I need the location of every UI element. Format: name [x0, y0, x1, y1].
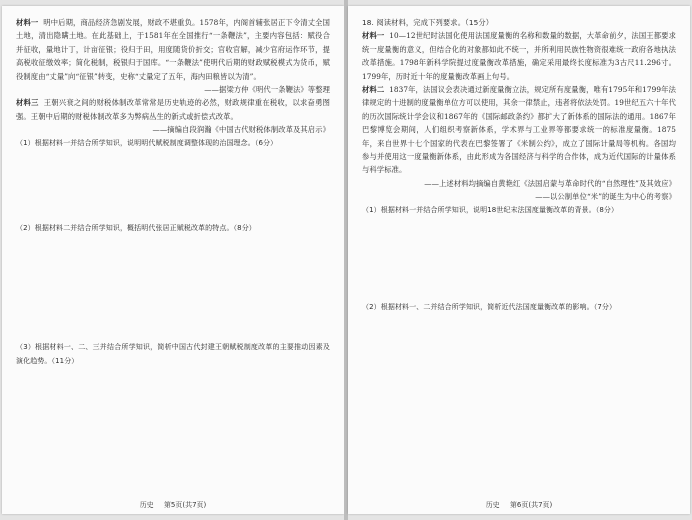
r-material-1-label: 材料一 [362, 31, 385, 41]
left-page-content [16, 16, 330, 368]
r-material-2 [362, 83, 676, 177]
r-question-1: （1）根据材料一并结合所学知识，说明18世纪末法国度量衡改革的背景。（8分） [362, 205, 619, 214]
right-footer-page: 第6页(共7页) [509, 501, 553, 509]
r-question-2: （2）根据材料一、二并结合所学知识，简析近代法国度量衡改革的影响。（7分） [362, 303, 617, 312]
answer-space-2[interactable] [16, 235, 330, 341]
r-material-source-2: ——以公制单位“米”的诞生为中心的考察》 [535, 192, 676, 202]
material-3-text: 王朝兴衰之间的财税体制改革常常是历史轨迹的必然，财政规律重在税收，以求奋勇图强。王朝中后期的财税体制改革多为弊病丛生的新式或折偿式改革。 [16, 98, 331, 121]
material-3 [16, 96, 330, 123]
r-material-1-text: 10—12世纪时法国化使用法国度量衡的名称和数量的数据，大革命前夕，法国王都要求统一度量衡的意义，但结合化的对象都如此不统一，并所利用民族性物资很难统一政府各地执法改革措施。1798年新科学院提过度量衡改革措施，确定采用最终长度标准为3古尺11.296寸。1799年，历时近十年的度量衡改革画上句号。 [362, 31, 676, 81]
material-3-source: ——摘编自段润瀚《中国古代财税体制改革及其启示》 [152, 125, 330, 135]
right-page-content [362, 16, 676, 315]
question-2: （2）根据材料二并结合所学知识，概括明代张居正赋税改革的特点。（8分） [16, 224, 256, 233]
left-page [2, 6, 344, 514]
r-material-source-1: ——上述材料均摘编自黄艳红《法国启蒙与革命时代的“自然理性”及其效应》 [424, 178, 676, 188]
r-material-2-label: 材料二 [362, 85, 385, 95]
left-footer-page: 第5页(共7页) [163, 501, 207, 509]
material-3-label: 材料三 [16, 98, 39, 108]
r-material-2-text: 1837年，法国议会表决通过新度量衡立法，规定所有度量衡，唯有1795年和1799年法律规定的十进制的度量衡单位方可以使用，其余一律禁止，违者将依法处罚。19世纪五六十年代的历次国际统计学会议和1867年的《国际邮政条约》都扩大了新体系的国际法的通用。1867年巴黎博览会期间，人们组织考察新体系，学术界与工业界等都要求统一的标准度量衡。1875年，来自世界十七个国家的代表在巴黎签署了《米制公约》，成立了国际计量局等机构。各国均参与并使用这一度量衡新体系，由此形成为各国经济与科学的合作体，成为近代国际的计量体系与科学标准。 [362, 85, 676, 175]
material-1-label: 材料一 [16, 18, 39, 27]
r-material-1 [362, 29, 676, 83]
material-1 [16, 16, 330, 83]
question-3: （3）根据材料一、二、三并结合所学知识，简析中国古代封建王朝赋税制度改革的主要推动因素及演化趋势。（11分） [16, 343, 330, 365]
material-1-text: 明中后期，商品经济急剧发展，财政不堪重负。1578年，内阁首辅张居正下令清丈全国土地，清出隐瞒土地。在此基础上，于1581年在全国推行“一条鞭法”，主要内容包括：赋役合并征收，量地计丁，计亩征银；役归于田，用度随货价折交；官收官解，减少官府运作环节，提高税收征缴效率；简化税制，税银归于国库。“一条鞭法”使明代后期的财政赋税模式为货币，赋役制度由“丈量”向“征银”转变，史称“丈量定了五年，海内田粮皆以为清”。 [16, 18, 330, 81]
question-18-header: 18. 阅读材料，完成下列要求。（15分） [362, 18, 494, 27]
left-footer-subject: 历史 [139, 501, 154, 509]
question-1: （1）根据材料一并结合所学知识，说明明代赋税制度调整体现的治国理念。（6分） [16, 138, 278, 147]
left-page-footer [2, 500, 344, 510]
r-answer-space-1[interactable] [362, 217, 676, 301]
material-1-source: ——据梁方仲《明代一条鞭法》等整理 [204, 85, 330, 95]
answer-space-1[interactable] [16, 150, 330, 222]
right-footer-subject: 历史 [485, 501, 500, 509]
right-page [348, 6, 690, 514]
right-page-footer [348, 500, 690, 510]
